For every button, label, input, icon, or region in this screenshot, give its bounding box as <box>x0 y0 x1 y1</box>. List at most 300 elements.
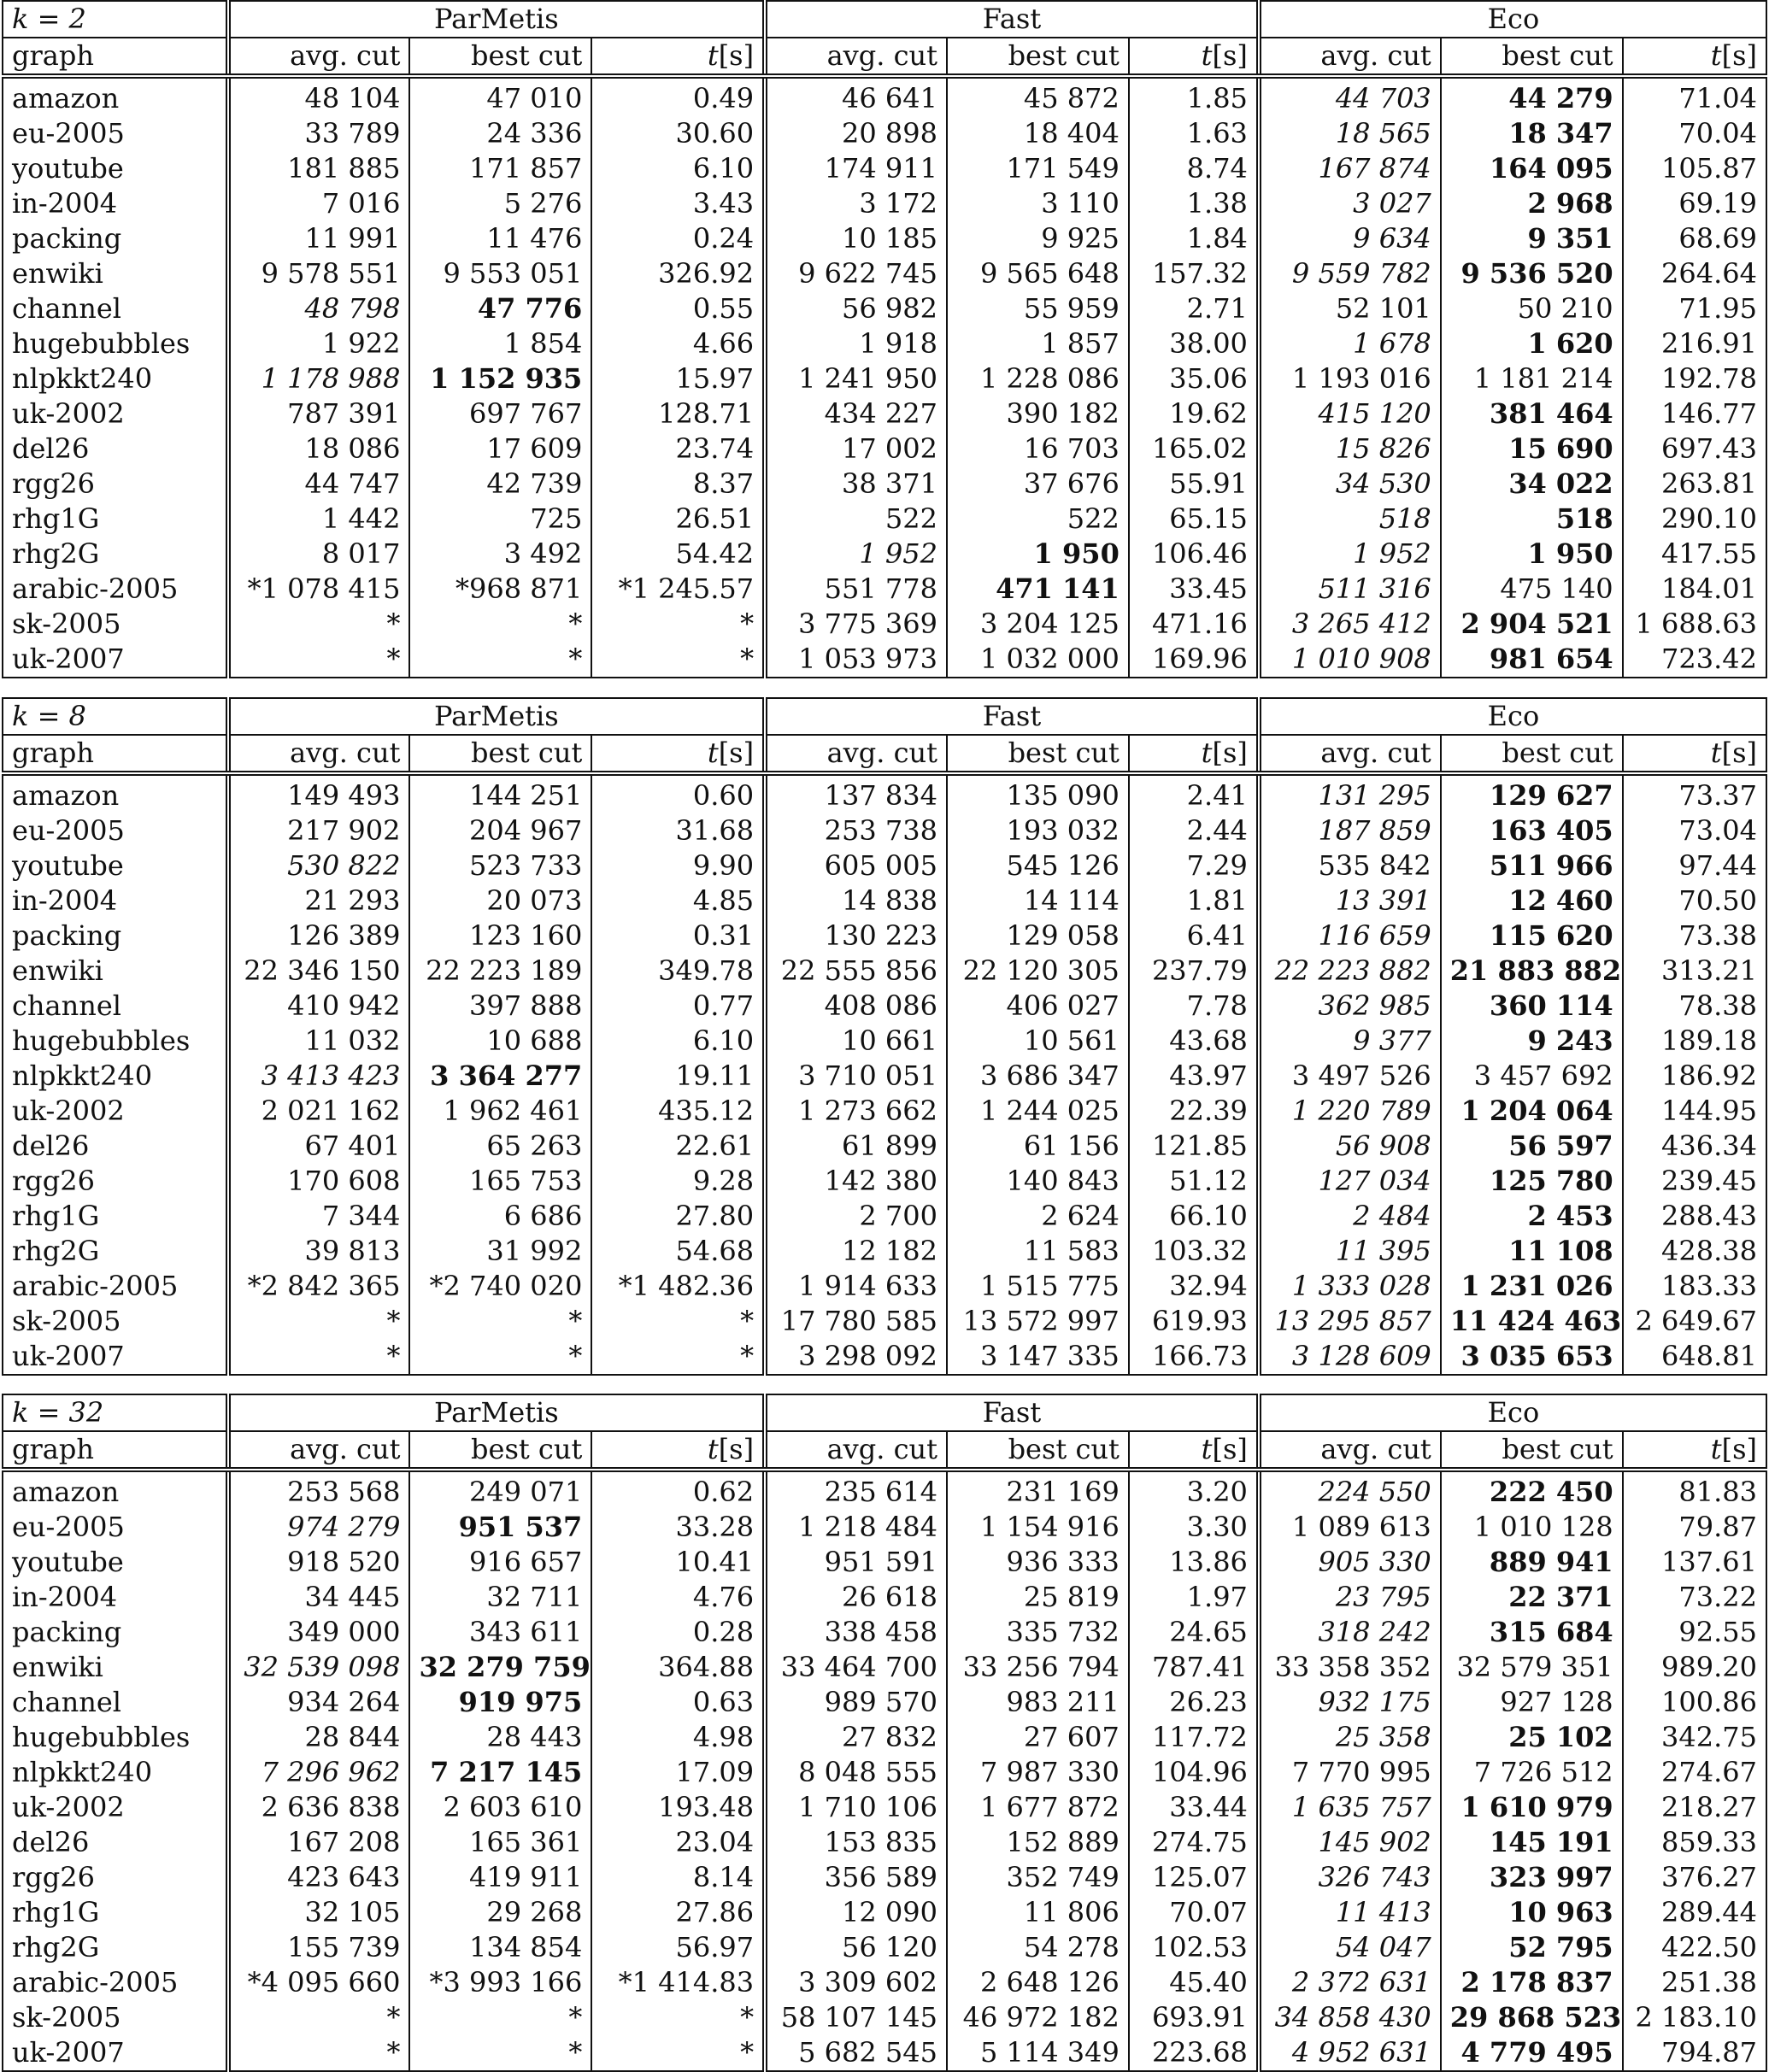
fast-time-cell: 70.07 <box>1129 1895 1259 1930</box>
fast-time-cell: 165.02 <box>1129 431 1259 467</box>
eco-avg-cut-cell: 362 985 <box>1259 989 1441 1024</box>
eco-time-cell: 313.21 <box>1623 954 1766 989</box>
eco-best-cut-cell: 2 178 837 <box>1441 1965 1623 2000</box>
fast-time-cell: 7.78 <box>1129 989 1259 1024</box>
graph-name: rgg26 <box>3 467 228 502</box>
table-row <box>3 221 1766 256</box>
fast-avg-cut-cell: 3 710 051 <box>765 1059 947 1094</box>
parmetis-best-cut-cell: * <box>409 642 591 678</box>
eco-time-cell: 417.55 <box>1623 537 1766 572</box>
fast-best-cut-cell: 10 561 <box>947 1024 1129 1059</box>
parmetis-best-cut-header: best cut <box>409 38 591 76</box>
time-unit: [s] <box>718 1433 755 1465</box>
fast-avg-cut-cell: 1 218 484 <box>765 1510 947 1545</box>
eco-time-cell: 71.95 <box>1623 291 1766 326</box>
fast-best-cut-cell: 936 333 <box>947 1545 1129 1580</box>
parmetis-avg-cut-cell: 67 401 <box>228 1129 410 1164</box>
fast-avg-cut-header: avg. cut <box>765 1431 947 1470</box>
parmetis-time-cell: 26.51 <box>591 502 765 537</box>
fast-best-cut-cell: 1 857 <box>947 326 1129 361</box>
fast-avg-cut-cell: 3 172 <box>765 186 947 221</box>
table-row <box>3 361 1766 396</box>
eco-avg-cut-cell: 18 565 <box>1259 116 1441 151</box>
parmetis-avg-cut-cell: *2 842 365 <box>228 1269 410 1304</box>
parmetis-best-cut-header: best cut <box>409 1431 591 1470</box>
graph-name: youtube <box>3 848 228 883</box>
graph-name: youtube <box>3 1545 228 1580</box>
parmetis-time-cell: 23.74 <box>591 431 765 467</box>
fast-time-cell: 43.68 <box>1129 1024 1259 1059</box>
parmetis-best-cut-cell: 1 854 <box>409 326 591 361</box>
fast-avg-cut-header: avg. cut <box>765 735 947 773</box>
eco-time-cell: 79.87 <box>1623 1510 1766 1545</box>
fast-avg-cut-cell: 1 914 633 <box>765 1269 947 1304</box>
fast-time-cell: 33.44 <box>1129 1790 1259 1825</box>
k-label: k = 8 <box>3 698 228 735</box>
fast-avg-cut-cell: 356 589 <box>765 1860 947 1895</box>
eco-time-cell: 723.42 <box>1623 642 1766 678</box>
parmetis-avg-cut-cell: 149 493 <box>228 773 410 813</box>
parmetis-time-cell: 0.28 <box>591 1615 765 1650</box>
parmetis-avg-cut-cell: 7 296 962 <box>228 1755 410 1790</box>
eco-avg-cut-cell: 1 010 908 <box>1259 642 1441 678</box>
parmetis-avg-cut-cell: 39 813 <box>228 1234 410 1269</box>
parmetis-best-cut-cell: 725 <box>409 502 591 537</box>
group-header-row <box>3 1394 1766 1431</box>
fast-avg-cut-cell: 3 309 602 <box>765 1965 947 2000</box>
table-row <box>3 919 1766 954</box>
fast-avg-cut-cell: 1 053 973 <box>765 642 947 678</box>
fast-best-cut-cell: 1 515 775 <box>947 1269 1129 1304</box>
eco-best-cut-cell: 9 243 <box>1441 1024 1623 1059</box>
table-row <box>3 502 1766 537</box>
fast-avg-cut-cell: 174 911 <box>765 151 947 186</box>
parmetis-avg-cut-cell: 48 798 <box>228 291 410 326</box>
eco-time-cell: 71.04 <box>1623 76 1766 116</box>
fast-time-cell: 24.65 <box>1129 1615 1259 1650</box>
table-row <box>3 467 1766 502</box>
eco-avg-cut-cell: 535 842 <box>1259 848 1441 883</box>
graph-name: hugebubbles <box>3 1024 228 1059</box>
eco-avg-cut-cell: 1 089 613 <box>1259 1510 1441 1545</box>
table-row <box>3 1129 1766 1164</box>
table-row <box>3 2000 1766 2035</box>
eco-best-cut-cell: 7 726 512 <box>1441 1755 1623 1790</box>
fast-best-cut-cell: 171 549 <box>947 151 1129 186</box>
column-header-row <box>3 38 1766 76</box>
table-row <box>3 431 1766 467</box>
time-symbol: t <box>1710 39 1722 72</box>
eco-time-cell: 184.01 <box>1623 572 1766 607</box>
group-header-fast: Fast <box>765 1394 1259 1431</box>
time-unit: [s] <box>1212 737 1248 769</box>
time-symbol: t <box>1201 39 1213 72</box>
fast-time-cell: 106.46 <box>1129 537 1259 572</box>
graph-name: in-2004 <box>3 186 228 221</box>
graph-name: channel <box>3 989 228 1024</box>
eco-best-cut-cell: 125 780 <box>1441 1164 1623 1199</box>
eco-avg-cut-cell: 44 703 <box>1259 76 1441 116</box>
results-table <box>2 1394 1767 2072</box>
fast-best-cut-cell: 983 211 <box>947 1685 1129 1720</box>
eco-avg-cut-cell: 9 559 782 <box>1259 256 1441 291</box>
fast-avg-cut-cell: 61 899 <box>765 1129 947 1164</box>
parmetis-avg-cut-cell: * <box>228 1339 410 1375</box>
parmetis-avg-cut-cell: 32 105 <box>228 1895 410 1930</box>
eco-best-cut-cell: 475 140 <box>1441 572 1623 607</box>
fast-time-cell: 3.30 <box>1129 1510 1259 1545</box>
table-row <box>3 396 1766 431</box>
parmetis-time-cell: 0.63 <box>591 1685 765 1720</box>
eco-best-cut-header: best cut <box>1441 735 1623 773</box>
graph-name: del26 <box>3 431 228 467</box>
fast-best-cut-cell: 46 972 182 <box>947 2000 1129 2035</box>
graph-name: uk-2007 <box>3 642 228 678</box>
eco-best-cut-cell: 981 654 <box>1441 642 1623 678</box>
fast-time-header <box>1129 38 1259 76</box>
parmetis-best-cut-cell: 17 609 <box>409 431 591 467</box>
parmetis-avg-cut-cell: 44 747 <box>228 467 410 502</box>
parmetis-time-cell: 0.55 <box>591 291 765 326</box>
eco-best-cut-cell: 15 690 <box>1441 431 1623 467</box>
eco-best-cut-cell: 3 457 692 <box>1441 1059 1623 1094</box>
fast-best-cut-cell: 11 806 <box>947 1895 1129 1930</box>
parmetis-best-cut-cell: 32 279 759 <box>409 1650 591 1685</box>
eco-avg-cut-cell: 15 826 <box>1259 431 1441 467</box>
table-row <box>3 1024 1766 1059</box>
eco-avg-cut-cell: 52 101 <box>1259 291 1441 326</box>
parmetis-avg-cut-cell: 9 578 551 <box>228 256 410 291</box>
column-header-row <box>3 735 1766 773</box>
fast-best-cut-cell: 545 126 <box>947 848 1129 883</box>
eco-avg-cut-cell: 145 902 <box>1259 1825 1441 1860</box>
graph-name: sk-2005 <box>3 2000 228 2035</box>
fast-best-cut-cell: 1 228 086 <box>947 361 1129 396</box>
parmetis-time-cell: 27.80 <box>591 1199 765 1234</box>
eco-best-cut-cell: 1 231 026 <box>1441 1269 1623 1304</box>
fast-best-cut-cell: 390 182 <box>947 396 1129 431</box>
fast-time-cell: 19.62 <box>1129 396 1259 431</box>
eco-avg-cut-cell: 1 220 789 <box>1259 1094 1441 1129</box>
eco-avg-cut-cell: 1 635 757 <box>1259 1790 1441 1825</box>
fast-best-cut-cell: 471 141 <box>947 572 1129 607</box>
parmetis-avg-cut-cell: 7 344 <box>228 1199 410 1234</box>
fast-best-cut-cell: 37 676 <box>947 467 1129 502</box>
graph-name: channel <box>3 291 228 326</box>
eco-time-cell: 192.78 <box>1623 361 1766 396</box>
fast-avg-cut-cell: 17 002 <box>765 431 947 467</box>
eco-time-cell: 239.45 <box>1623 1164 1766 1199</box>
fast-avg-cut-cell: 20 898 <box>765 116 947 151</box>
fast-time-cell: 8.74 <box>1129 151 1259 186</box>
eco-avg-cut-cell: 11 395 <box>1259 1234 1441 1269</box>
graph-column-header: graph <box>3 1431 228 1470</box>
eco-best-cut-cell: 1 610 979 <box>1441 1790 1623 1825</box>
table-row <box>3 1269 1766 1304</box>
table-row <box>3 1339 1766 1375</box>
table-row <box>3 326 1766 361</box>
graph-name: nlpkkt240 <box>3 1059 228 1094</box>
fast-best-cut-cell: 335 732 <box>947 1615 1129 1650</box>
parmetis-time-header <box>591 38 765 76</box>
parmetis-avg-cut-cell: 22 346 150 <box>228 954 410 989</box>
eco-avg-cut-cell: 3 128 609 <box>1259 1339 1441 1375</box>
parmetis-best-cut-cell: 65 263 <box>409 1129 591 1164</box>
parmetis-time-cell: 33.28 <box>591 1510 765 1545</box>
eco-best-cut-cell: 2 968 <box>1441 186 1623 221</box>
eco-avg-cut-cell: 224 550 <box>1259 1470 1441 1510</box>
parmetis-best-cut-cell: 9 553 051 <box>409 256 591 291</box>
eco-best-cut-cell: 1 950 <box>1441 537 1623 572</box>
group-header-eco: Eco <box>1259 1 1766 38</box>
eco-best-cut-cell: 1 204 064 <box>1441 1094 1623 1129</box>
fast-time-cell: 26.23 <box>1129 1685 1259 1720</box>
eco-avg-cut-cell: 1 333 028 <box>1259 1269 1441 1304</box>
parmetis-time-cell: 193.48 <box>591 1790 765 1825</box>
eco-avg-cut-cell: 9 634 <box>1259 221 1441 256</box>
fast-avg-cut-header: avg. cut <box>765 38 947 76</box>
parmetis-best-cut-cell: 171 857 <box>409 151 591 186</box>
fast-best-cut-cell: 14 114 <box>947 883 1129 919</box>
eco-avg-cut-cell: 22 223 882 <box>1259 954 1441 989</box>
graph-name: rhg1G <box>3 502 228 537</box>
eco-best-cut-header: best cut <box>1441 1431 1623 1470</box>
fast-avg-cut-cell: 338 458 <box>765 1615 947 1650</box>
fast-best-cut-cell: 33 256 794 <box>947 1650 1129 1685</box>
eco-avg-cut-cell: 167 874 <box>1259 151 1441 186</box>
table-row <box>3 1685 1766 1720</box>
parmetis-avg-cut-cell: 974 279 <box>228 1510 410 1545</box>
table-row <box>3 1650 1766 1685</box>
table-row <box>3 1895 1766 1930</box>
table-row <box>3 116 1766 151</box>
fast-avg-cut-cell: 26 618 <box>765 1580 947 1615</box>
fast-avg-cut-cell: 130 223 <box>765 919 947 954</box>
eco-time-cell: 289.44 <box>1623 1895 1766 1930</box>
parmetis-time-cell: 22.61 <box>591 1129 765 1164</box>
eco-avg-cut-cell: 511 316 <box>1259 572 1441 607</box>
parmetis-time-cell: 19.11 <box>591 1059 765 1094</box>
fast-best-cut-cell: 9 565 648 <box>947 256 1129 291</box>
eco-avg-cut-cell: 1 193 016 <box>1259 361 1441 396</box>
parmetis-time-cell: * <box>591 1339 765 1375</box>
eco-best-cut-cell: 32 579 351 <box>1441 1650 1623 1685</box>
parmetis-time-cell: 9.90 <box>591 848 765 883</box>
parmetis-avg-cut-cell: 349 000 <box>228 1615 410 1650</box>
fast-best-cut-cell: 1 154 916 <box>947 1510 1129 1545</box>
eco-best-cut-cell: 2 904 521 <box>1441 607 1623 642</box>
fast-best-cut-cell: 25 819 <box>947 1580 1129 1615</box>
parmetis-avg-cut-cell: 32 539 098 <box>228 1650 410 1685</box>
table-row <box>3 1580 1766 1615</box>
eco-avg-cut-cell: 54 047 <box>1259 1930 1441 1965</box>
fast-avg-cut-cell: 253 738 <box>765 813 947 848</box>
eco-time-cell: 263.81 <box>1623 467 1766 502</box>
parmetis-avg-cut-cell: 530 822 <box>228 848 410 883</box>
parmetis-best-cut-cell: 343 611 <box>409 1615 591 1650</box>
results-table <box>2 697 1767 1376</box>
eco-avg-cut-cell: 127 034 <box>1259 1164 1441 1199</box>
fast-avg-cut-cell: 408 086 <box>765 989 947 1024</box>
eco-best-cut-cell: 1 620 <box>1441 326 1623 361</box>
fast-time-cell: 104.96 <box>1129 1755 1259 1790</box>
eco-time-cell: 794.87 <box>1623 2035 1766 2071</box>
parmetis-best-cut-cell: 523 733 <box>409 848 591 883</box>
eco-time-cell: 859.33 <box>1623 1825 1766 1860</box>
fast-time-cell: 166.73 <box>1129 1339 1259 1375</box>
parmetis-best-cut-cell: 28 443 <box>409 1720 591 1755</box>
parmetis-time-cell: * <box>591 642 765 678</box>
eco-best-cut-cell: 10 963 <box>1441 1895 1623 1930</box>
parmetis-time-cell: 364.88 <box>591 1650 765 1685</box>
eco-time-cell: 189.18 <box>1623 1024 1766 1059</box>
parmetis-avg-cut-cell: 217 902 <box>228 813 410 848</box>
fast-best-cut-cell: 140 843 <box>947 1164 1129 1199</box>
parmetis-best-cut-cell: 32 711 <box>409 1580 591 1615</box>
graph-name: eu-2005 <box>3 116 228 151</box>
parmetis-time-cell: * <box>591 2035 765 2071</box>
parmetis-best-cut-cell: 165 361 <box>409 1825 591 1860</box>
parmetis-best-cut-cell: 31 992 <box>409 1234 591 1269</box>
parmetis-avg-cut-cell: 167 208 <box>228 1825 410 1860</box>
fast-best-cut-cell: 3 686 347 <box>947 1059 1129 1094</box>
parmetis-best-cut-cell: * <box>409 607 591 642</box>
eco-time-cell: 422.50 <box>1623 1930 1766 1965</box>
eco-avg-cut-cell: 2 372 631 <box>1259 1965 1441 2000</box>
group-header-eco: Eco <box>1259 698 1766 735</box>
fast-time-cell: 1.85 <box>1129 76 1259 116</box>
eco-best-cut-cell: 18 347 <box>1441 116 1623 151</box>
parmetis-best-cut-cell: 249 071 <box>409 1470 591 1510</box>
eco-avg-cut-header: avg. cut <box>1259 1431 1441 1470</box>
eco-avg-cut-cell: 34 858 430 <box>1259 2000 1441 2035</box>
eco-best-cut-cell: 927 128 <box>1441 1685 1623 1720</box>
parmetis-avg-cut-cell: * <box>228 642 410 678</box>
fast-time-cell: 55.91 <box>1129 467 1259 502</box>
eco-best-cut-cell: 3 035 653 <box>1441 1339 1623 1375</box>
fast-time-cell: 13.86 <box>1129 1545 1259 1580</box>
graph-name: uk-2007 <box>3 1339 228 1375</box>
eco-avg-cut-cell: 3 027 <box>1259 186 1441 221</box>
eco-time-cell: 274.67 <box>1623 1755 1766 1790</box>
parmetis-best-cut-cell: 144 251 <box>409 773 591 813</box>
eco-time-cell: 81.83 <box>1623 1470 1766 1510</box>
eco-avg-cut-cell: 7 770 995 <box>1259 1755 1441 1790</box>
eco-time-cell: 1 688.63 <box>1623 607 1766 642</box>
eco-time-cell: 137.61 <box>1623 1545 1766 1580</box>
parmetis-best-cut-cell: 5 276 <box>409 186 591 221</box>
graph-name: enwiki <box>3 954 228 989</box>
graph-name: channel <box>3 1685 228 1720</box>
eco-best-cut-cell: 52 795 <box>1441 1930 1623 1965</box>
graph-name: in-2004 <box>3 1580 228 1615</box>
group-header-fast: Fast <box>765 1 1259 38</box>
parmetis-time-cell: 54.68 <box>591 1234 765 1269</box>
parmetis-avg-cut-cell: 2 636 838 <box>228 1790 410 1825</box>
graph-name: nlpkkt240 <box>3 361 228 396</box>
fast-time-cell: 274.75 <box>1129 1825 1259 1860</box>
parmetis-avg-cut-cell: *1 078 415 <box>228 572 410 607</box>
parmetis-avg-cut-cell: 1 178 988 <box>228 361 410 396</box>
fast-avg-cut-cell: 3 298 092 <box>765 1339 947 1375</box>
fast-best-cut-cell: 2 648 126 <box>947 1965 1129 2000</box>
graph-name: rhg1G <box>3 1199 228 1234</box>
eco-time-cell: 989.20 <box>1623 1650 1766 1685</box>
fast-time-cell: 2.41 <box>1129 773 1259 813</box>
fast-best-cut-cell: 9 925 <box>947 221 1129 256</box>
parmetis-avg-cut-cell: * <box>228 607 410 642</box>
table-row <box>3 2035 1766 2071</box>
fast-time-cell: 1.84 <box>1129 221 1259 256</box>
eco-time-header <box>1623 38 1766 76</box>
fast-avg-cut-cell: 12 182 <box>765 1234 947 1269</box>
parmetis-best-cut-cell: 29 268 <box>409 1895 591 1930</box>
parmetis-time-cell: 0.31 <box>591 919 765 954</box>
parmetis-best-cut-cell: 1 962 461 <box>409 1094 591 1129</box>
table-row <box>3 76 1766 116</box>
parmetis-avg-cut-cell: 423 643 <box>228 1860 410 1895</box>
eco-time-cell: 218.27 <box>1623 1790 1766 1825</box>
eco-avg-cut-cell: 318 242 <box>1259 1615 1441 1650</box>
fast-best-cut-cell: 2 624 <box>947 1199 1129 1234</box>
eco-avg-cut-cell: 187 859 <box>1259 813 1441 848</box>
fast-time-cell: 1.97 <box>1129 1580 1259 1615</box>
parmetis-time-cell: 0.77 <box>591 989 765 1024</box>
graph-name: rhg1G <box>3 1895 228 1930</box>
eco-best-cut-cell: 2 453 <box>1441 1199 1623 1234</box>
fast-time-cell: 35.06 <box>1129 361 1259 396</box>
table-row <box>3 1615 1766 1650</box>
fast-time-cell: 1.81 <box>1129 883 1259 919</box>
graph-name: del26 <box>3 1129 228 1164</box>
parmetis-avg-cut-cell: *4 095 660 <box>228 1965 410 2000</box>
graph-name: rhg2G <box>3 1930 228 1965</box>
parmetis-avg-cut-header: avg. cut <box>228 735 410 773</box>
parmetis-best-cut-cell: 24 336 <box>409 116 591 151</box>
group-header-row <box>3 698 1766 735</box>
fast-best-cut-header: best cut <box>947 1431 1129 1470</box>
parmetis-time-cell: 6.10 <box>591 151 765 186</box>
eco-best-cut-cell: 1 181 214 <box>1441 361 1623 396</box>
table-row <box>3 1965 1766 2000</box>
parmetis-time-cell: *1 482.36 <box>591 1269 765 1304</box>
graph-name: in-2004 <box>3 883 228 919</box>
fast-avg-cut-cell: 58 107 145 <box>765 2000 947 2035</box>
group-header-parmetis: ParMetis <box>228 1 766 38</box>
table-row <box>3 813 1766 848</box>
fast-time-cell: 102.53 <box>1129 1930 1259 1965</box>
parmetis-best-cut-cell: *2 740 020 <box>409 1269 591 1304</box>
eco-avg-cut-cell: 2 484 <box>1259 1199 1441 1234</box>
eco-time-cell: 186.92 <box>1623 1059 1766 1094</box>
parmetis-time-cell: 435.12 <box>591 1094 765 1129</box>
eco-best-cut-cell: 381 464 <box>1441 396 1623 431</box>
eco-time-cell: 2 183.10 <box>1623 2000 1766 2035</box>
eco-avg-cut-cell: 415 120 <box>1259 396 1441 431</box>
fast-time-cell: 32.94 <box>1129 1269 1259 1304</box>
parmetis-best-cut-cell: 11 476 <box>409 221 591 256</box>
fast-best-cut-cell: 522 <box>947 502 1129 537</box>
parmetis-best-cut-cell: 419 911 <box>409 1860 591 1895</box>
eco-best-cut-cell: 50 210 <box>1441 291 1623 326</box>
eco-time-cell: 648.81 <box>1623 1339 1766 1375</box>
fast-avg-cut-cell: 1 918 <box>765 326 947 361</box>
fast-time-cell: 1.38 <box>1129 186 1259 221</box>
eco-best-cut-cell: 12 460 <box>1441 883 1623 919</box>
table-row <box>3 572 1766 607</box>
parmetis-avg-cut-cell: 2 021 162 <box>228 1094 410 1129</box>
parmetis-time-cell: * <box>591 2000 765 2035</box>
